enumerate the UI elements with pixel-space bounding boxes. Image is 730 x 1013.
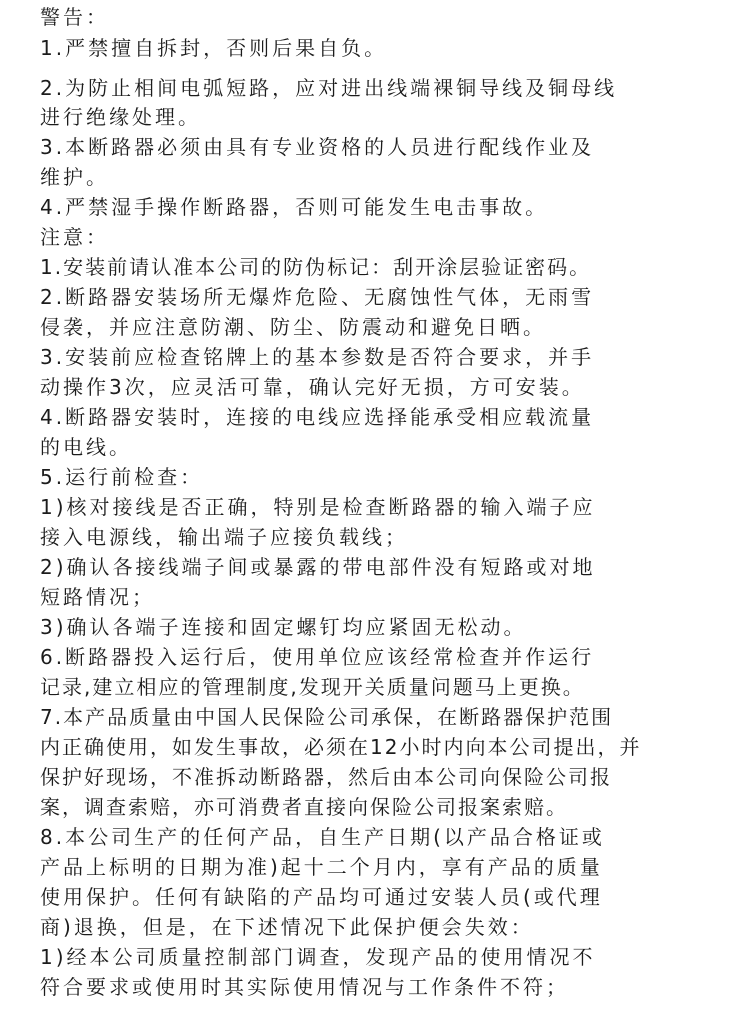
warning-heading: 警告：: [40, 5, 109, 29]
notice-line-3: 3.安装前应检查铭牌上的基本参数是否符合要求，并手: [40, 345, 595, 369]
notice-line-5-1-cont: 接入电源线，输出端子应接负载线；: [40, 525, 408, 549]
notice-line-8-1: 1)经本公司质量控制部门调查，发现产品的使用情况不: [40, 945, 596, 969]
instruction-document: [40, 0, 724, 1013]
notice-line-5-2-cont: 短路情况；: [40, 585, 155, 609]
notice-line-5-1: 1)核对接线是否正确，特别是检查断路器的输入端子应: [40, 495, 596, 519]
warning-line-3-cont: 维护。: [40, 165, 109, 189]
notice-line-6: 6.断路器投入运行后，使用单位应该经常检查并作运行: [40, 645, 595, 669]
notice-heading: 注意：: [40, 225, 109, 249]
notice-line-8-cont-3: 商)退换，但是，在下述情况下此保护便会失效：: [40, 915, 534, 939]
notice-line-7-cont-1: 内正确使用，如发生事故，必须在12小时内向本公司提出，并: [40, 735, 642, 759]
warning-line-2-cont: 进行绝缘处理。: [40, 105, 201, 129]
notice-line-4-cont: 的电线。: [40, 435, 132, 459]
notice-line-2-cont: 侵袭，并应注意防潮、防尘、防震动和避免日晒。: [40, 315, 546, 339]
notice-line-8-cont-2: 使用保护。任何有缺陷的产品均可通过安装人员(或代理: [40, 885, 603, 909]
notice-line-2: 2.断路器安装场所无爆炸危险、无腐蚀性气体，无雨雪: [40, 285, 595, 309]
notice-line-5-2: 2)确认各接线端子间或暴露的带电部件没有短路或对地: [40, 555, 596, 579]
warning-line-1: 1.严禁擅自拆封，否则后果自负。: [40, 36, 388, 60]
notice-line-8: 8.本公司生产的任何产品，自生产日期(以产品合格证或: [40, 825, 605, 849]
notice-line-6-cont: 记录,建立相应的管理制度,发现开关质量问题马上更换。: [40, 675, 585, 699]
warning-line-2: 2.为防止相间电弧短路，应对进出线端裸铜导线及铜母线: [40, 76, 618, 100]
notice-line-8-1-cont: 符合要求或使用时其实际使用情况与工作条件不符；: [40, 975, 569, 999]
notice-line-5-3: 3)确认各端子连接和固定螺钉均应紧固无松动。: [40, 615, 527, 639]
notice-line-5: 5.运行前检查：: [40, 465, 204, 489]
notice-line-3-cont: 动操作3次，应灵活可靠，确认完好无损，方可安装。: [40, 375, 585, 399]
notice-line-7-cont-2: 保护好现场，不准拆动断路器，然后由本公司向保险公司报: [40, 765, 612, 789]
notice-line-7-cont-3: 案，调查索赔，亦可消费者直接向保险公司报案索赔。: [40, 795, 568, 819]
notice-line-1: 1.安装前请认准本公司的防伪标记：刮开涂层验证密码。: [40, 255, 592, 279]
warning-line-3: 3.本断路器必须由具有专业资格的人员进行配线作业及: [40, 135, 595, 159]
notice-line-7: 7.本产品质量由中国人民保险公司承保，在断路器保护范围: [40, 705, 614, 729]
notice-line-8-cont-1: 产品上标明的日期为准)起十二个月内，享有产品的质量: [40, 855, 603, 879]
notice-line-4: 4.断路器安装时，连接的电线应选择能承受相应载流量: [40, 405, 595, 429]
warning-line-4: 4.严禁湿手操作断路器，否则可能发生电击事故。: [40, 195, 549, 219]
